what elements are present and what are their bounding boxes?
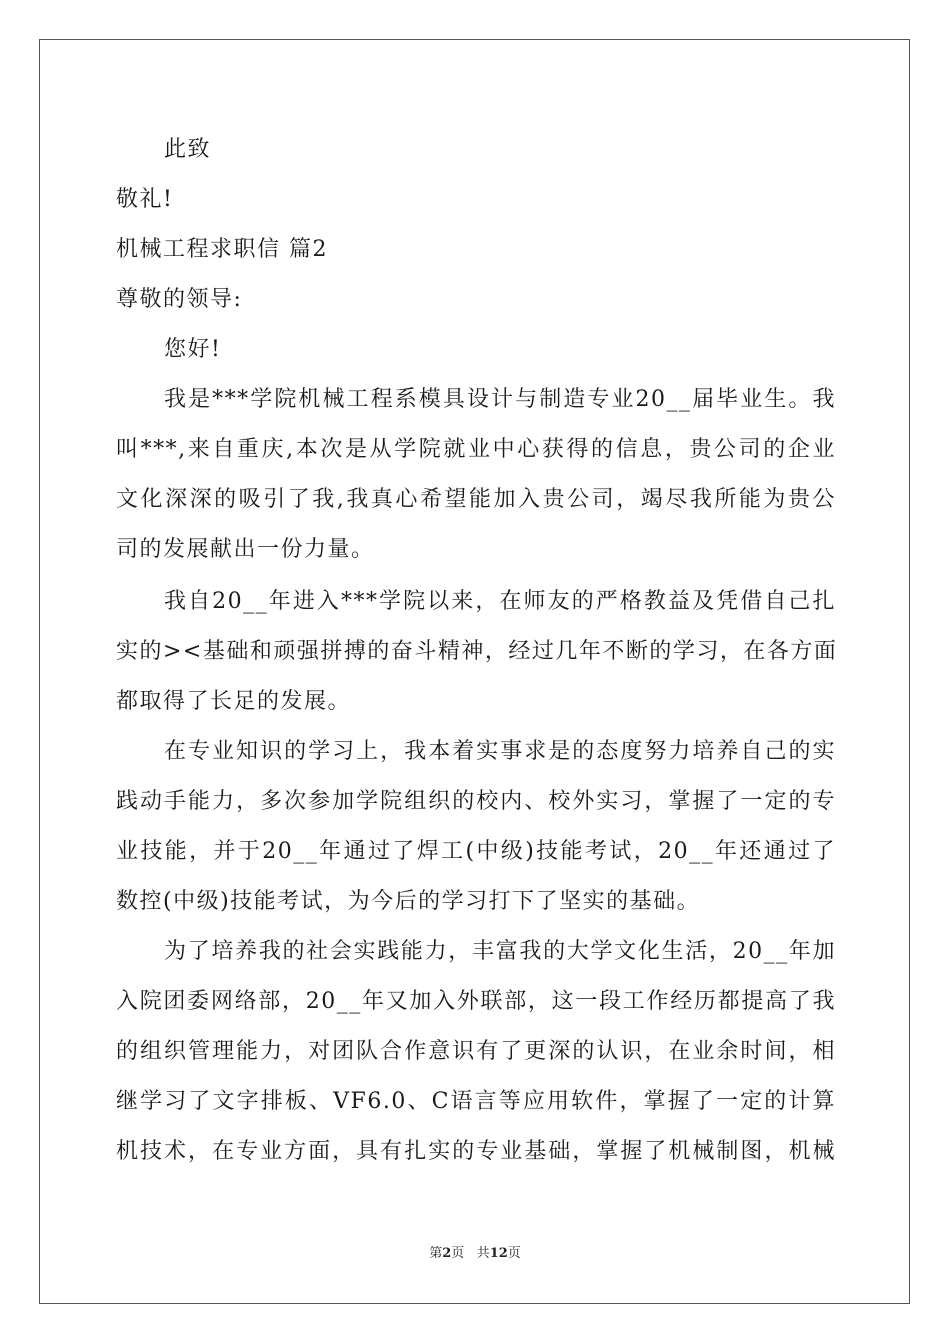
page-total: 12 <box>489 1246 508 1261</box>
paragraph-3-line-1: 在专业知识的学习上，我本着实事求是的态度努力培养自己的实 <box>164 739 836 764</box>
page-prefix: 第 <box>429 1246 443 1261</box>
page-suffix: 页 <box>451 1246 465 1261</box>
paragraph-4-line-2: 入院团委网络部，20__年又加入外联部，这一段工作经历都提高了我 <box>116 989 836 1014</box>
total-suffix: 页 <box>507 1246 521 1261</box>
page-number-footer <box>0 1246 950 1262</box>
greeting-addressee: 尊敬的领导: <box>116 287 243 312</box>
section-title: 机械工程求职信 篇2 <box>116 237 328 262</box>
paragraph-4-line-4: 继学习了文字排板、VF6.0、C语言等应用软件，掌握了一定的计算 <box>116 1089 836 1114</box>
paragraph-2-line-2: 实的><基础和顽强拼搏的奋斗精神，经过几年不断的学习，在各方面 <box>116 639 838 664</box>
paragraph-4-line-5: 机技术，在专业方面，具有扎实的专业基础，掌握了机械制图，机械 <box>116 1139 836 1164</box>
paragraph-2-line-3: 都取得了长足的发展。 <box>116 689 352 714</box>
paragraph-3-line-2: 践动手能力，多次参加学院组织的校内、校外实习，掌握了一定的专 <box>116 789 836 814</box>
paragraph-2-line-1: 我自20__年进入***学院以来，在师友的严格教益及凭借自己扎 <box>164 589 836 614</box>
total-prefix: 共 <box>476 1246 490 1261</box>
paragraph-4-line-1: 为了培养我的社会实践能力，丰富我的大学文化生活，20__年加 <box>164 939 836 964</box>
paragraph-1-line-4: 司的发展献出一份力量。 <box>116 537 375 562</box>
paragraph-1-line-1: 我是***学院机械工程系模具设计与制造专业20__届毕业生。我 <box>164 387 836 412</box>
greeting: 您好! <box>164 337 222 362</box>
paragraph-3-line-4: 数控(中级)技能考试，为今后的学习打下了坚实的基础。 <box>116 889 701 914</box>
page-current: 2 <box>442 1246 452 1261</box>
closing-regards: 敬礼! <box>116 187 174 212</box>
closing-salutation: 此致 <box>164 137 212 162</box>
paragraph-4-line-3: 的组织管理能力，对团队合作意识有了更深的认识，在业余时间，相 <box>116 1039 836 1064</box>
paragraph-1-line-3: 文化深深的吸引了我,我真心希望能加入贵公司，竭尽我所能为贵公 <box>116 487 836 512</box>
paragraph-3-line-3: 业技能，并于20__年通过了焊工(中级)技能考试，20__年还通过了 <box>116 839 836 864</box>
paragraph-1-line-2: 叫***,来自重庆,本次是从学院就业中心获得的信息，贵公司的企业 <box>116 437 836 462</box>
